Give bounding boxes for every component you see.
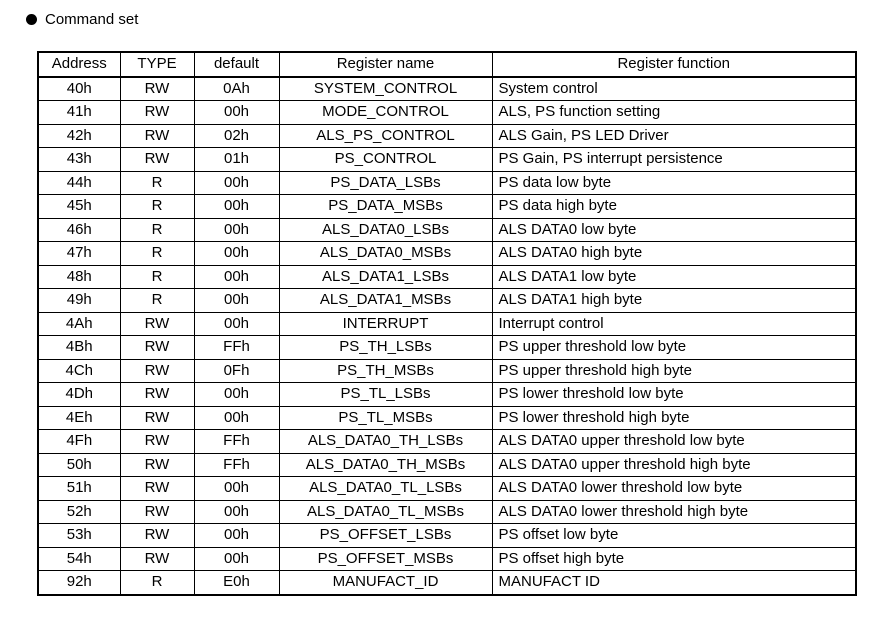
cell-type: RW (120, 477, 194, 501)
cell-register-function: System control (492, 77, 856, 101)
header-register-name: Register name (279, 52, 492, 77)
cell-default: 00h (194, 406, 279, 430)
cell-register-name: MODE_CONTROL (279, 101, 492, 125)
table-row (38, 101, 856, 125)
cell-default: 00h (194, 289, 279, 313)
cell-register-name: INTERRUPT (279, 312, 492, 336)
table-row (38, 430, 856, 454)
cell-type: RW (120, 312, 194, 336)
cell-register-name: PS_OFFSET_LSBs (279, 524, 492, 548)
table-row (38, 477, 856, 501)
cell-default: 00h (194, 265, 279, 289)
cell-register-name: SYSTEM_CONTROL (279, 77, 492, 101)
table-row (38, 359, 856, 383)
cell-register-function: ALS DATA0 lower threshold high byte (492, 500, 856, 524)
table-row (38, 453, 856, 477)
cell-register-name: ALS_DATA0_TH_MSBs (279, 453, 492, 477)
cell-register-function: Interrupt control (492, 312, 856, 336)
cell-default: 00h (194, 547, 279, 571)
cell-register-name: PS_TH_MSBs (279, 359, 492, 383)
cell-address: 40h (38, 77, 120, 101)
cell-address: 41h (38, 101, 120, 125)
section-heading (26, 8, 138, 30)
cell-type: RW (120, 500, 194, 524)
cell-address: 54h (38, 547, 120, 571)
section-title: Command set (45, 10, 139, 28)
header-register-function: Register function (492, 52, 856, 77)
cell-register-name: PS_CONTROL (279, 148, 492, 172)
cell-address: 43h (38, 148, 120, 172)
table-row (38, 524, 856, 548)
cell-type: R (120, 195, 194, 219)
table-row (38, 571, 856, 595)
cell-address: 4Ah (38, 312, 120, 336)
cell-default: 00h (194, 312, 279, 336)
cell-register-function: ALS DATA0 lower threshold low byte (492, 477, 856, 501)
cell-address: 51h (38, 477, 120, 501)
cell-default: 00h (194, 218, 279, 242)
cell-address: 4Dh (38, 383, 120, 407)
table-row (38, 500, 856, 524)
cell-register-function: PS upper threshold low byte (492, 336, 856, 360)
cell-register-function: PS lower threshold low byte (492, 383, 856, 407)
cell-default: FFh (194, 336, 279, 360)
header-type: TYPE (120, 52, 194, 77)
cell-type: R (120, 265, 194, 289)
cell-register-name: ALS_DATA1_MSBs (279, 289, 492, 313)
cell-type: RW (120, 453, 194, 477)
cell-address: 47h (38, 242, 120, 266)
cell-register-name: ALS_DATA0_TL_MSBs (279, 500, 492, 524)
cell-type: RW (120, 359, 194, 383)
cell-type: RW (120, 101, 194, 125)
table-row (38, 124, 856, 148)
table-row (38, 148, 856, 172)
cell-default: 00h (194, 242, 279, 266)
cell-type: R (120, 218, 194, 242)
table-row (38, 195, 856, 219)
cell-default: E0h (194, 571, 279, 595)
cell-register-name: ALS_DATA0_TL_LSBs (279, 477, 492, 501)
cell-register-function: MANUFACT ID (492, 571, 856, 595)
cell-register-name: ALS_PS_CONTROL (279, 124, 492, 148)
cell-register-name: ALS_DATA0_LSBs (279, 218, 492, 242)
table-body (38, 77, 856, 595)
cell-register-function: ALS DATA0 upper threshold high byte (492, 453, 856, 477)
cell-register-function: PS data high byte (492, 195, 856, 219)
cell-type: R (120, 171, 194, 195)
cell-address: 4Fh (38, 430, 120, 454)
cell-type: RW (120, 430, 194, 454)
cell-register-function: PS upper threshold high byte (492, 359, 856, 383)
bullet-icon (26, 14, 37, 25)
table-row (38, 383, 856, 407)
table-row (38, 406, 856, 430)
cell-address: 4Ch (38, 359, 120, 383)
cell-register-function: ALS, PS function setting (492, 101, 856, 125)
cell-default: 00h (194, 101, 279, 125)
cell-default: 00h (194, 477, 279, 501)
cell-register-name: PS_DATA_LSBs (279, 171, 492, 195)
cell-type: RW (120, 148, 194, 172)
cell-register-function: ALS DATA0 low byte (492, 218, 856, 242)
cell-type: R (120, 242, 194, 266)
cell-register-function: PS offset low byte (492, 524, 856, 548)
cell-default: 01h (194, 148, 279, 172)
cell-address: 42h (38, 124, 120, 148)
cell-default: FFh (194, 430, 279, 454)
cell-default: 00h (194, 524, 279, 548)
cell-type: RW (120, 383, 194, 407)
cell-register-function: PS data low byte (492, 171, 856, 195)
cell-type: R (120, 289, 194, 313)
cell-default: 0Fh (194, 359, 279, 383)
cell-address: 50h (38, 453, 120, 477)
table-row (38, 171, 856, 195)
cell-address: 45h (38, 195, 120, 219)
cell-register-function: PS lower threshold high byte (492, 406, 856, 430)
cell-address: 52h (38, 500, 120, 524)
cell-type: R (120, 571, 194, 595)
cell-type: RW (120, 77, 194, 101)
header-address: Address (38, 52, 120, 77)
cell-default: 00h (194, 500, 279, 524)
cell-address: 53h (38, 524, 120, 548)
cell-default: 02h (194, 124, 279, 148)
table-row (38, 547, 856, 571)
cell-type: RW (120, 406, 194, 430)
cell-register-name: PS_TH_LSBs (279, 336, 492, 360)
cell-register-function: ALS DATA1 low byte (492, 265, 856, 289)
cell-address: 92h (38, 571, 120, 595)
cell-address: 4Bh (38, 336, 120, 360)
cell-register-name: ALS_DATA0_TH_LSBs (279, 430, 492, 454)
cell-address: 46h (38, 218, 120, 242)
cell-address: 4Eh (38, 406, 120, 430)
cell-default: 00h (194, 195, 279, 219)
cell-register-function: ALS DATA0 high byte (492, 242, 856, 266)
cell-address: 44h (38, 171, 120, 195)
cell-register-name: ALS_DATA0_MSBs (279, 242, 492, 266)
cell-register-function: ALS Gain, PS LED Driver (492, 124, 856, 148)
cell-address: 48h (38, 265, 120, 289)
table-row (38, 77, 856, 101)
table-row (38, 289, 856, 313)
table-header-row (38, 52, 856, 77)
cell-register-function: PS offset high byte (492, 547, 856, 571)
cell-register-name: PS_OFFSET_MSBs (279, 547, 492, 571)
cell-register-function: PS Gain, PS interrupt persistence (492, 148, 856, 172)
cell-address: 49h (38, 289, 120, 313)
cell-register-function: ALS DATA1 high byte (492, 289, 856, 313)
header-default: default (194, 52, 279, 77)
register-table (37, 51, 857, 596)
cell-type: RW (120, 547, 194, 571)
cell-register-name: MANUFACT_ID (279, 571, 492, 595)
table-row (38, 336, 856, 360)
table-row (38, 218, 856, 242)
cell-register-name: PS_TL_LSBs (279, 383, 492, 407)
cell-default: 0Ah (194, 77, 279, 101)
cell-type: RW (120, 124, 194, 148)
cell-default: 00h (194, 383, 279, 407)
table-row (38, 265, 856, 289)
cell-register-name: PS_DATA_MSBs (279, 195, 492, 219)
cell-type: RW (120, 336, 194, 360)
cell-register-name: ALS_DATA1_LSBs (279, 265, 492, 289)
table-row (38, 242, 856, 266)
cell-default: 00h (194, 171, 279, 195)
cell-default: FFh (194, 453, 279, 477)
cell-register-name: PS_TL_MSBs (279, 406, 492, 430)
cell-register-function: ALS DATA0 upper threshold low byte (492, 430, 856, 454)
table-row (38, 312, 856, 336)
cell-type: RW (120, 524, 194, 548)
